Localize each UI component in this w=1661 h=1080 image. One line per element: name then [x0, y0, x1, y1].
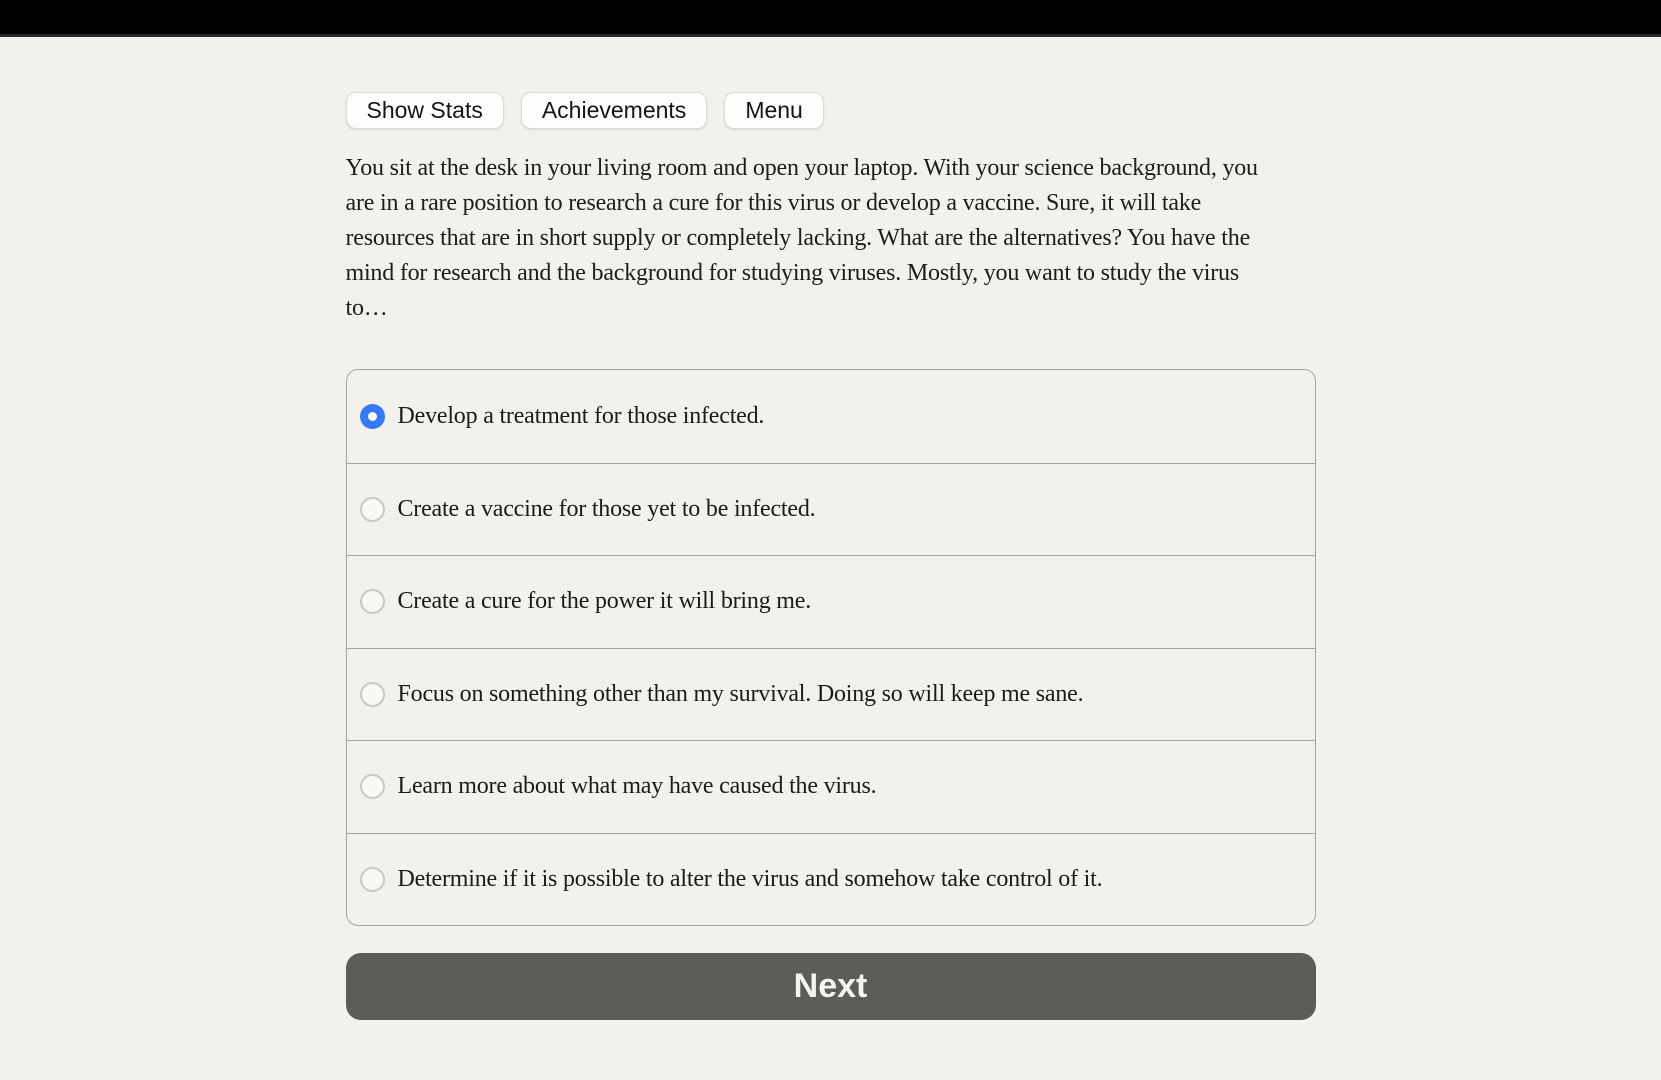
- menu-button[interactable]: Menu: [724, 92, 824, 129]
- choice-option-label: Create a vaccine for those yet to be infected.: [397, 495, 816, 522]
- show-stats-button[interactable]: Show Stats: [346, 92, 504, 129]
- choice-option-label: Focus on something other than my survival. Doing so will keep me sane.: [397, 680, 1084, 707]
- achievements-button[interactable]: Achievements: [521, 92, 707, 129]
- choice-option-label: Develop a treatment for those infected.: [397, 402, 765, 429]
- choice-option-label: Create a cure for the power it will bring me.: [397, 588, 812, 615]
- radio-button-icon[interactable]: [360, 867, 385, 892]
- choice-option[interactable]: [347, 463, 1315, 556]
- choice-option-label: Learn more about what may have caused the virus.: [397, 773, 877, 800]
- top-bar: [0, 0, 1661, 37]
- choice-list: [346, 369, 1316, 926]
- radio-button-icon[interactable]: [360, 589, 385, 614]
- choice-option[interactable]: [347, 740, 1315, 833]
- game-content: [346, 92, 1316, 1020]
- toolbar: [346, 92, 1316, 129]
- choice-option[interactable]: [347, 648, 1315, 741]
- radio-button-icon[interactable]: [360, 497, 385, 522]
- next-button[interactable]: Next: [346, 953, 1316, 1020]
- radio-button-icon[interactable]: [360, 682, 385, 707]
- narrative-text: You sit at the desk in your living room and open your laptop. With your science background, you are in a rare position to research a cure for this virus or develop a vaccine. Sure, it will take resources that are in short supply or completely lacking. What are the alternatives? You have the mind for research and the background for studying viruses. Mostly, you want to study the virus to…: [345, 155, 1258, 321]
- choice-option[interactable]: [347, 370, 1315, 463]
- choice-option-label: Determine if it is possible to alter the virus and somehow take control of it.: [397, 865, 1103, 892]
- radio-button-icon[interactable]: [360, 774, 385, 799]
- choice-option[interactable]: [347, 833, 1315, 926]
- choice-option[interactable]: [347, 555, 1315, 648]
- radio-button-icon[interactable]: [360, 404, 385, 429]
